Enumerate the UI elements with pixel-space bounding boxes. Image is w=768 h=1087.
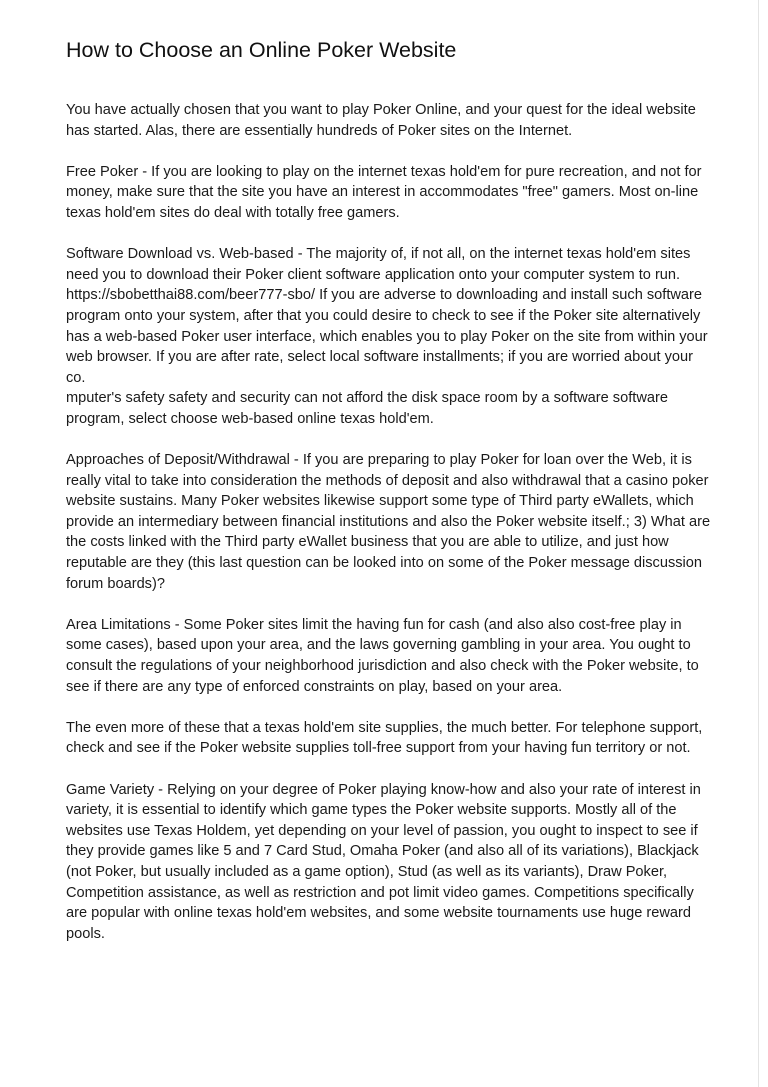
paragraph-area-limitations: Area Limitations - Some Poker sites limit the having fun for cash (and also also cost-free play in some cases), based upon your area, and the laws governing gambling in your area. You ought to consult the regulations of your neighborhood jurisdiction and also check with the Poker website, to see if there are any type of enforced constraints on play, based on your area. xyxy=(66,616,699,695)
paragraph-free-poker: Free Poker - If you are looking to play on the internet texas hold'em for pure recreation, and not for money, make sure that the site you have an interest in accommodates "free" gamers. Most on-line texas hold'em sites do deal with totally free gamers. xyxy=(66,163,702,221)
paragraph-intro: You have actually chosen that you want to play Poker Online, and your quest for the ideal website has started. Alas, there are essentially hundreds of Poker sites on the Internet. xyxy=(66,102,696,139)
paragraph-support: The even more of these that a texas hold'em site supplies, the much better. For telephone support, check and see if the Poker website supplies toll-free support from your having fun territory or not. xyxy=(66,719,703,757)
paragraph-deposit-withdrawal: Approaches of Deposit/Withdrawal - If you are preparing to play Poker for loan over the Web, it is really vital to take into consideration the methods of deposit and also withdrawal that a casino poker website sustains. Many Poker websites likewise support some type of Third party eWallets, which provide an intermediary between financial institutions and also the Poker website itself.; 3) What are the costs linked with the Third party eWallet business that you are able to utilize, and just how reputable are they (this last question can be looked into on some of the Poker message discussion forum boards)? xyxy=(66,452,711,592)
page-edge-divider xyxy=(758,0,759,1087)
paragraph-software-download: Software Download vs. Web-based - The majority of, if not all, on the internet texas hold'em sites need you to download their Poker client software application onto your computer system to run. https://sbobetthai88.com/beer777-sbo/ If you are adverse to downloading and install such software program onto your system, after that you could desire to check to see if the Poker site alternatively has a web-based Poker user interface, which enables you to play Poker on the site from within your web browser. If you are after rate, select local software installments; if you are worried about your co. mputer's safety safety and security can not afford the disk space room by a software software program, select choose web-based online texas hold'em. xyxy=(66,246,708,427)
page-title: How to Choose an Online Poker Website xyxy=(66,38,457,62)
paragraph-game-variety: Game Variety - Relying on your degree of Poker playing know-how and also your rate of interest in variety, it is essential to identify which game types the Poker website supports. Mostly all of the websites use Texas Holdem, yet depending on your level of passion, you ought to inspect to see if they provide games like 5 and 7 Card Stud, Omaha Poker (and also all of its variations), Blackjack (not Poker, but usually included as a game option), Stud (as well as its variants), Draw Poker, Competition assistance, as well as restriction and pot limit video games. Competitions specifically are popular with online texas hold'em websites, and some website tournaments use huge reward pools. xyxy=(66,781,701,942)
